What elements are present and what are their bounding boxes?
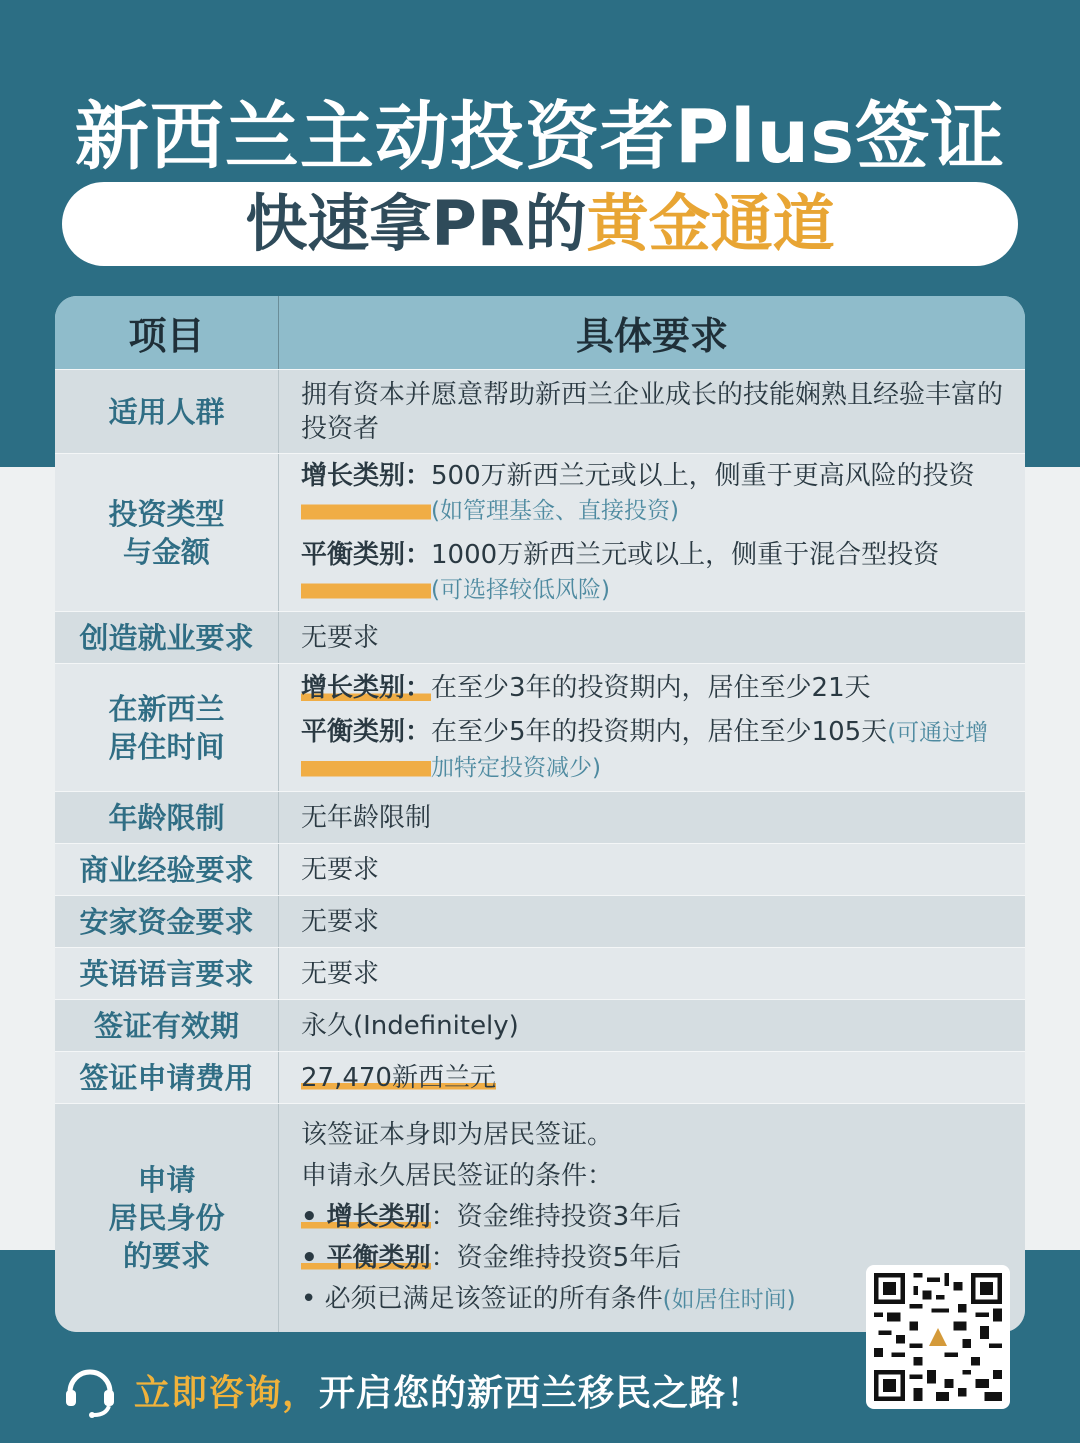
row-value: 无年龄限制: [279, 792, 1025, 843]
row-label-line: 的要求: [122, 1239, 210, 1273]
subtitle-gold: 黄金通道: [586, 187, 835, 260]
subtitle-pill: [62, 182, 1018, 266]
row-label-line: 居民身份: [108, 1201, 225, 1235]
subtitle-dark: 快速拿PR的: [245, 187, 587, 260]
balanced-item: [301, 538, 1003, 607]
growth-condition: [301, 1197, 1003, 1238]
row-value: 永久(Indefinitely): [279, 1000, 1025, 1051]
row-value: 无要求: [279, 948, 1025, 999]
row-label: [55, 454, 279, 611]
header-item: 项目: [55, 296, 279, 369]
row-label-line: 与金额: [122, 534, 210, 569]
all-conditions-text: • 必须已满足该签证的所有条件: [301, 1284, 663, 1314]
table-header: [55, 296, 1025, 369]
row-label: [55, 664, 279, 791]
row-label: 签证有效期: [55, 1000, 279, 1051]
growth-text: 500万新西兰元或以上，侧重于更高风险的投资: [431, 460, 975, 491]
balanced-text-block: [431, 538, 1003, 607]
qr-code-icon: [874, 1273, 1002, 1401]
growth-key: • 增长类别: [301, 1202, 431, 1232]
growth-note: (如管理基金、直接投资): [431, 497, 679, 524]
table-row: [55, 999, 1025, 1051]
row-value: 拥有资本并愿意帮助新西兰企业成长的技能娴熟且经验丰富的投资者: [279, 370, 1025, 453]
residence-line: 该签证本身即为居民签证。: [301, 1120, 614, 1150]
row-label: 英语语言要求: [55, 948, 279, 999]
table-row: [55, 453, 1025, 611]
table-row: [55, 947, 1025, 999]
growth-item: [301, 671, 1003, 705]
balanced-note: (可选择较低风险): [431, 576, 610, 603]
table-row: [55, 791, 1025, 843]
cta-gold: 立即咨询，: [134, 1372, 320, 1414]
fee-value: 27,470新西兰元: [301, 1062, 496, 1093]
headset-icon: [60, 1360, 120, 1420]
row-label: 签证申请费用: [55, 1052, 279, 1103]
balanced-text: 1000万新西兰元或以上，侧重于混合型投资: [431, 539, 940, 570]
row-value: [279, 1052, 1025, 1103]
balanced-item: [301, 715, 1003, 785]
row-value: 无要求: [279, 844, 1025, 895]
row-value: 无要求: [279, 612, 1025, 663]
row-value: [279, 454, 1025, 611]
row-label-line: 居住时间: [108, 729, 225, 764]
balanced-key: 平衡类别：: [301, 715, 431, 785]
condition-line: 申请永久居民签证的条件：: [301, 1161, 614, 1191]
row-label-line: 申请: [137, 1163, 196, 1197]
table-row: [55, 611, 1025, 663]
row-label: 安家资金要求: [55, 896, 279, 947]
growth-text-block: [431, 459, 1003, 528]
table-row: [55, 663, 1025, 791]
growth-key: 增长类别：: [301, 672, 432, 703]
table-row: [55, 843, 1025, 895]
row-value: 无要求: [279, 896, 1025, 947]
row-label: [55, 1104, 279, 1332]
header-requirement: 具体要求: [575, 314, 728, 358]
balanced-text-block: [431, 715, 1003, 785]
row-label: 适用人群: [55, 370, 279, 453]
row-label-line: 在新西兰: [108, 691, 225, 726]
row-label: 商业经验要求: [55, 844, 279, 895]
balanced-note: (可通过增加特定投资减少): [431, 719, 989, 781]
growth-key: 增长类别：: [301, 459, 431, 528]
growth-item: [301, 459, 1003, 528]
cta-text: [134, 1365, 763, 1416]
balanced-text: 在至少5年的投资期内，居住至少105天: [431, 716, 888, 747]
table-row: [55, 369, 1025, 453]
requirements-table: [55, 296, 1025, 1332]
all-conditions-note: (如居住时间): [662, 1287, 796, 1313]
row-label: 创造就业要求: [55, 612, 279, 663]
qr-code[interactable]: [866, 1265, 1010, 1409]
growth-text: ：资金维持投资3年后: [430, 1202, 682, 1232]
balanced-key: • 平衡类别: [301, 1243, 431, 1273]
balanced-key: 平衡类别：: [301, 538, 431, 607]
row-label-line: 投资类型: [108, 496, 225, 531]
growth-text: 在至少3年的投资期内，居住至少21天: [431, 672, 871, 703]
row-label: 年龄限制: [55, 792, 279, 843]
row-value: [279, 664, 1025, 791]
table-row: [55, 895, 1025, 947]
table-row: [55, 1051, 1025, 1103]
footer-cta[interactable]: [60, 1355, 763, 1425]
page-title: 新西兰主动投资者Plus签证: [74, 94, 1006, 180]
cta-white: 开启您的新西兰移民之路！: [319, 1372, 764, 1414]
balanced-text: ：资金维持投资5年后: [430, 1243, 682, 1273]
